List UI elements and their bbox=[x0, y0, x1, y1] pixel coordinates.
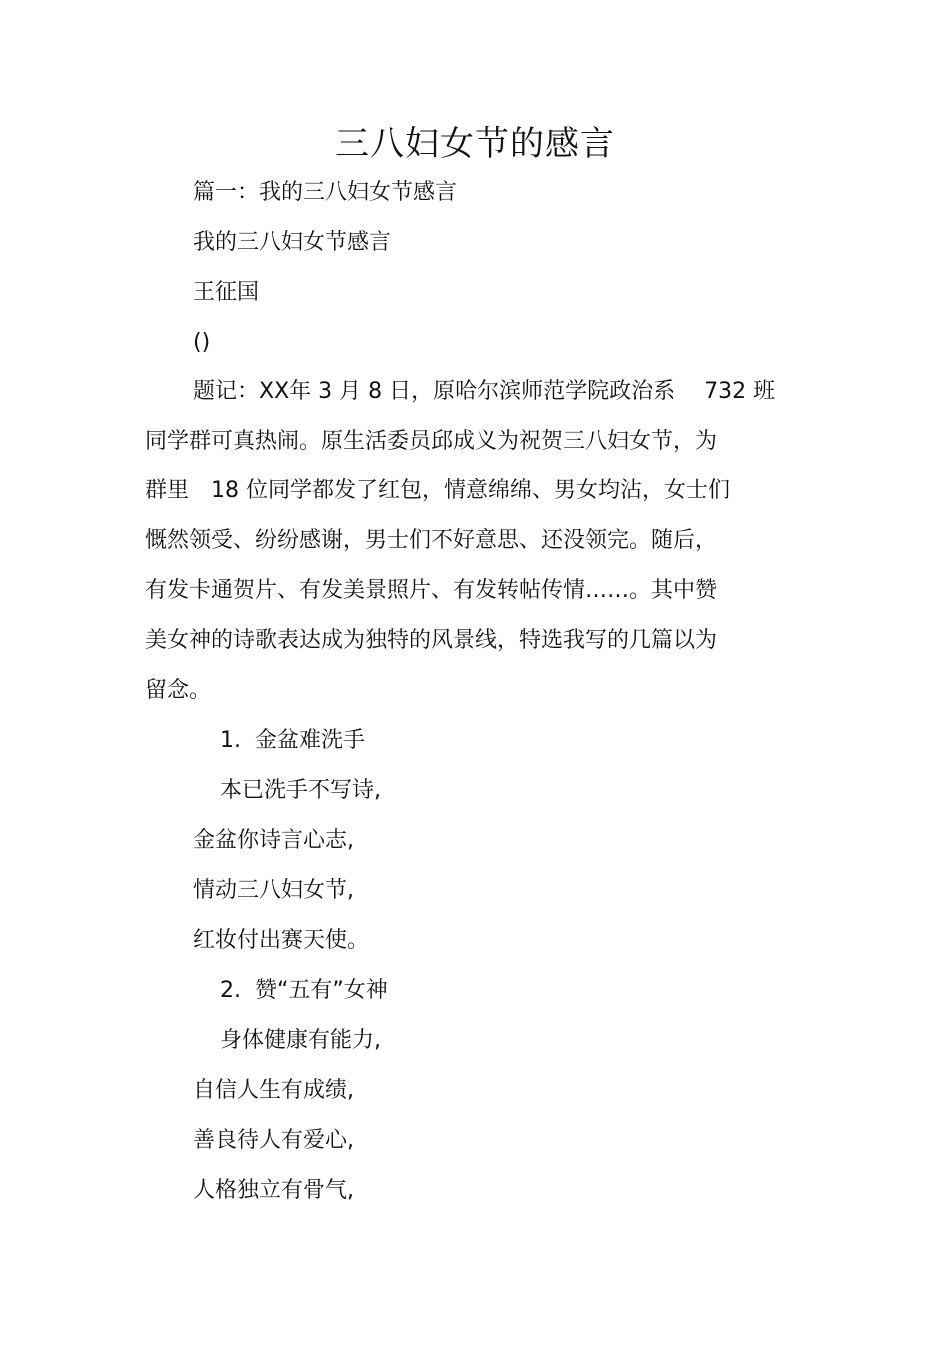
article-title: 我的三八妇女节感言 bbox=[193, 230, 392, 255]
paragraph-line: 慨然领受、纷纷感谢，男士们不好意思、还没领完。随后， bbox=[145, 528, 718, 553]
poem-line: 身体健康有能力, bbox=[220, 1028, 381, 1053]
poem-title: 2. 赞“五有”女神 bbox=[220, 978, 388, 1003]
document-title: 三八妇女节的感言 bbox=[335, 124, 615, 164]
author-name: 王征国 bbox=[193, 280, 260, 305]
paragraph-line: 群里 18 位同学都发了红包，情意绵绵、男女均沾，女士们 bbox=[145, 478, 730, 503]
paragraph-line: 题记：XX年 3 月 8 日，原哈尔滨师范学院政治系 732 班 bbox=[193, 379, 776, 404]
poem-title: 1. 金盆难洗手 bbox=[220, 728, 365, 753]
paragraph-line: 留念。 bbox=[145, 678, 212, 703]
poem-line: 情动三八妇女节, bbox=[193, 878, 354, 903]
paragraph-line: 同学群可真热闹。原生活委员邱成义为祝贺三八妇女节，为 bbox=[145, 429, 718, 454]
poem-line: 金盆你诗言心志, bbox=[193, 828, 354, 853]
poem-line: 红妆付出赛天使。 bbox=[193, 928, 370, 953]
author-note: () bbox=[193, 330, 211, 355]
poem-line: 本已洗手不写诗, bbox=[220, 778, 381, 803]
poem-line: 自信人生有成绩, bbox=[193, 1078, 354, 1103]
section-heading: 篇一：我的三八妇女节感言 bbox=[193, 180, 458, 205]
paragraph-line: 美女神的诗歌表达成为独特的风景线，特选我写的几篇以为 bbox=[145, 628, 718, 653]
poem-line: 善良待人有爱心, bbox=[193, 1128, 354, 1153]
paragraph-line: 有发卡通贺片、有发美景照片、有发转帖传情……。其中赞 bbox=[145, 578, 718, 603]
poem-line: 人格独立有骨气, bbox=[193, 1178, 354, 1203]
